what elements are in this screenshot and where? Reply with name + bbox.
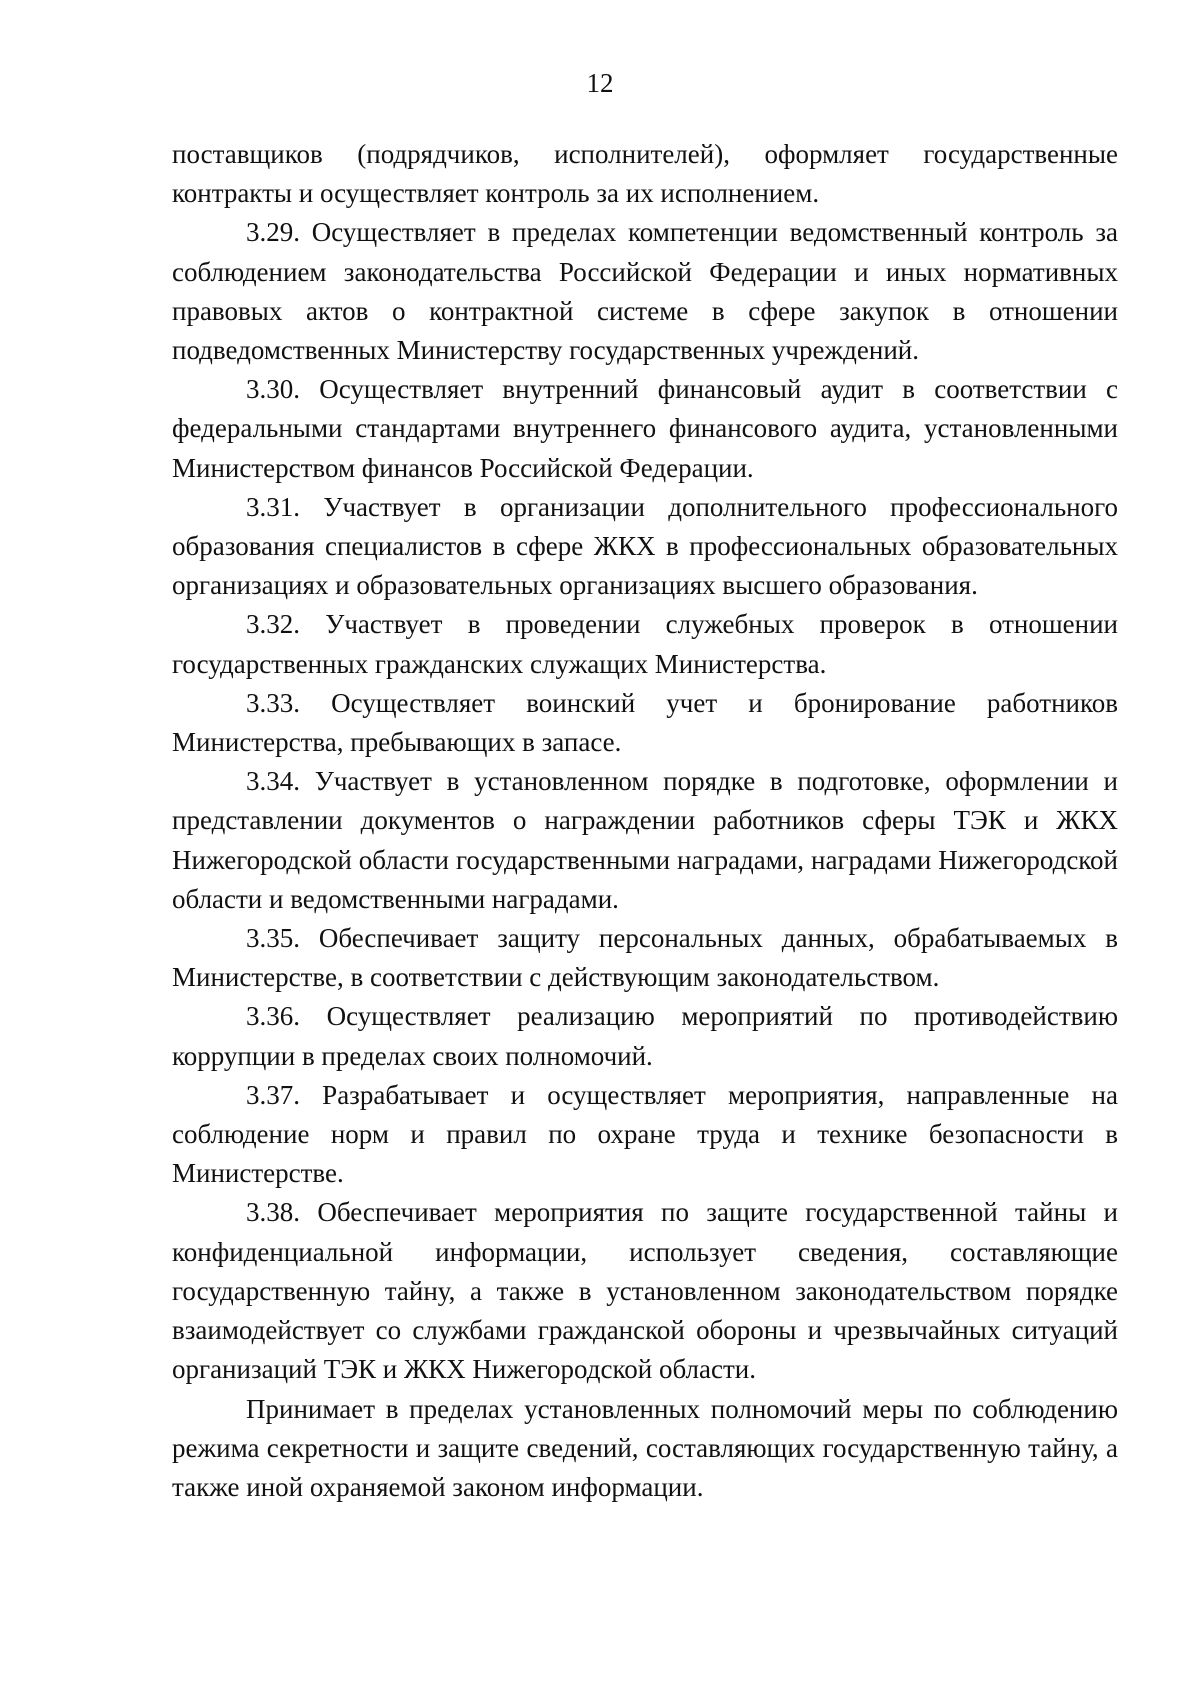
paragraph-3-29: 3.29. Осуществляет в пределах компетенции ведомственный контроль за соблюдением законодательства Российской Федерации и иных нормативных правовых актов о контрактной системе в сфере закупок в отношении подведомственных Министерству государственных учреждений. [172, 217, 1118, 366]
paragraph-continuation: поставщиков (подрядчиков, исполнителей), оформляет государственные контракты и осуществляет контроль за их исполнением. [172, 139, 1118, 209]
paragraph-3-36: 3.36. Осуществляет реализацию мероприятий по противодействию коррупции в пределах своих полномочий. [172, 1001, 1118, 1071]
paragraph-3-38: 3.38. Обеспечивает мероприятия по защите государственной тайны и конфиденциальной информации, использует сведения, составляющие государственную тайну, а также в установленном законодательством порядке взаимодействует со службами гражданской обороны и чрезвычайных ситуаций организаций ТЭК и ЖКХ Нижегородской области. [172, 1197, 1118, 1385]
document-body [172, 135, 1118, 1507]
paragraph-3-33: 3.33. Осуществляет воинский учет и бронирование работников Министерства, пребывающих в запасе. [172, 687, 1118, 758]
paragraph-3-31: 3.31. Участвует в организации дополнительного профессионального образования специалистов в сфере ЖКХ в профессиональных образовательных организациях и образовательных организациях высшего образования. [172, 491, 1118, 601]
paragraph-3-30: 3.30. Осуществляет внутренний финансовый аудит в соответствии с федеральными стандартами внутреннего финансового аудита, установленными Министерством финансов Российской Федерации. [172, 374, 1118, 483]
paragraph-3-34: 3.34. Участвует в установленном порядке в подготовке, оформлении и представлении документов о награждении работников сферы ТЭК и ЖКХ Нижегородской области государственными наградами, наградами Нижегородской области и ведомственными наградами. [172, 766, 1118, 914]
page-number: 12 [586, 68, 614, 98]
paragraph-3-35: 3.35. Обеспечивает защиту персональных данных, обрабатываемых в Министерстве, в соответствии с действующим законодательством. [172, 923, 1118, 993]
paragraph-secrecy-measures: Принимает в пределах установленных полномочий меры по соблюдению режима секретности и защите сведений, составляющих государственную тайну, а также иной охраняемой законом информации. [172, 1393, 1118, 1502]
paragraph-3-37: 3.37. Разрабатывает и осуществляет мероприятия, направленные на соблюдение норм и правил по охране труда и технике безопасности в Министерстве. [172, 1079, 1118, 1189]
paragraph-3-32: 3.32. Участвует в проведении служебных проверок в отношении государственных гражданских служащих Министерства. [172, 609, 1118, 679]
